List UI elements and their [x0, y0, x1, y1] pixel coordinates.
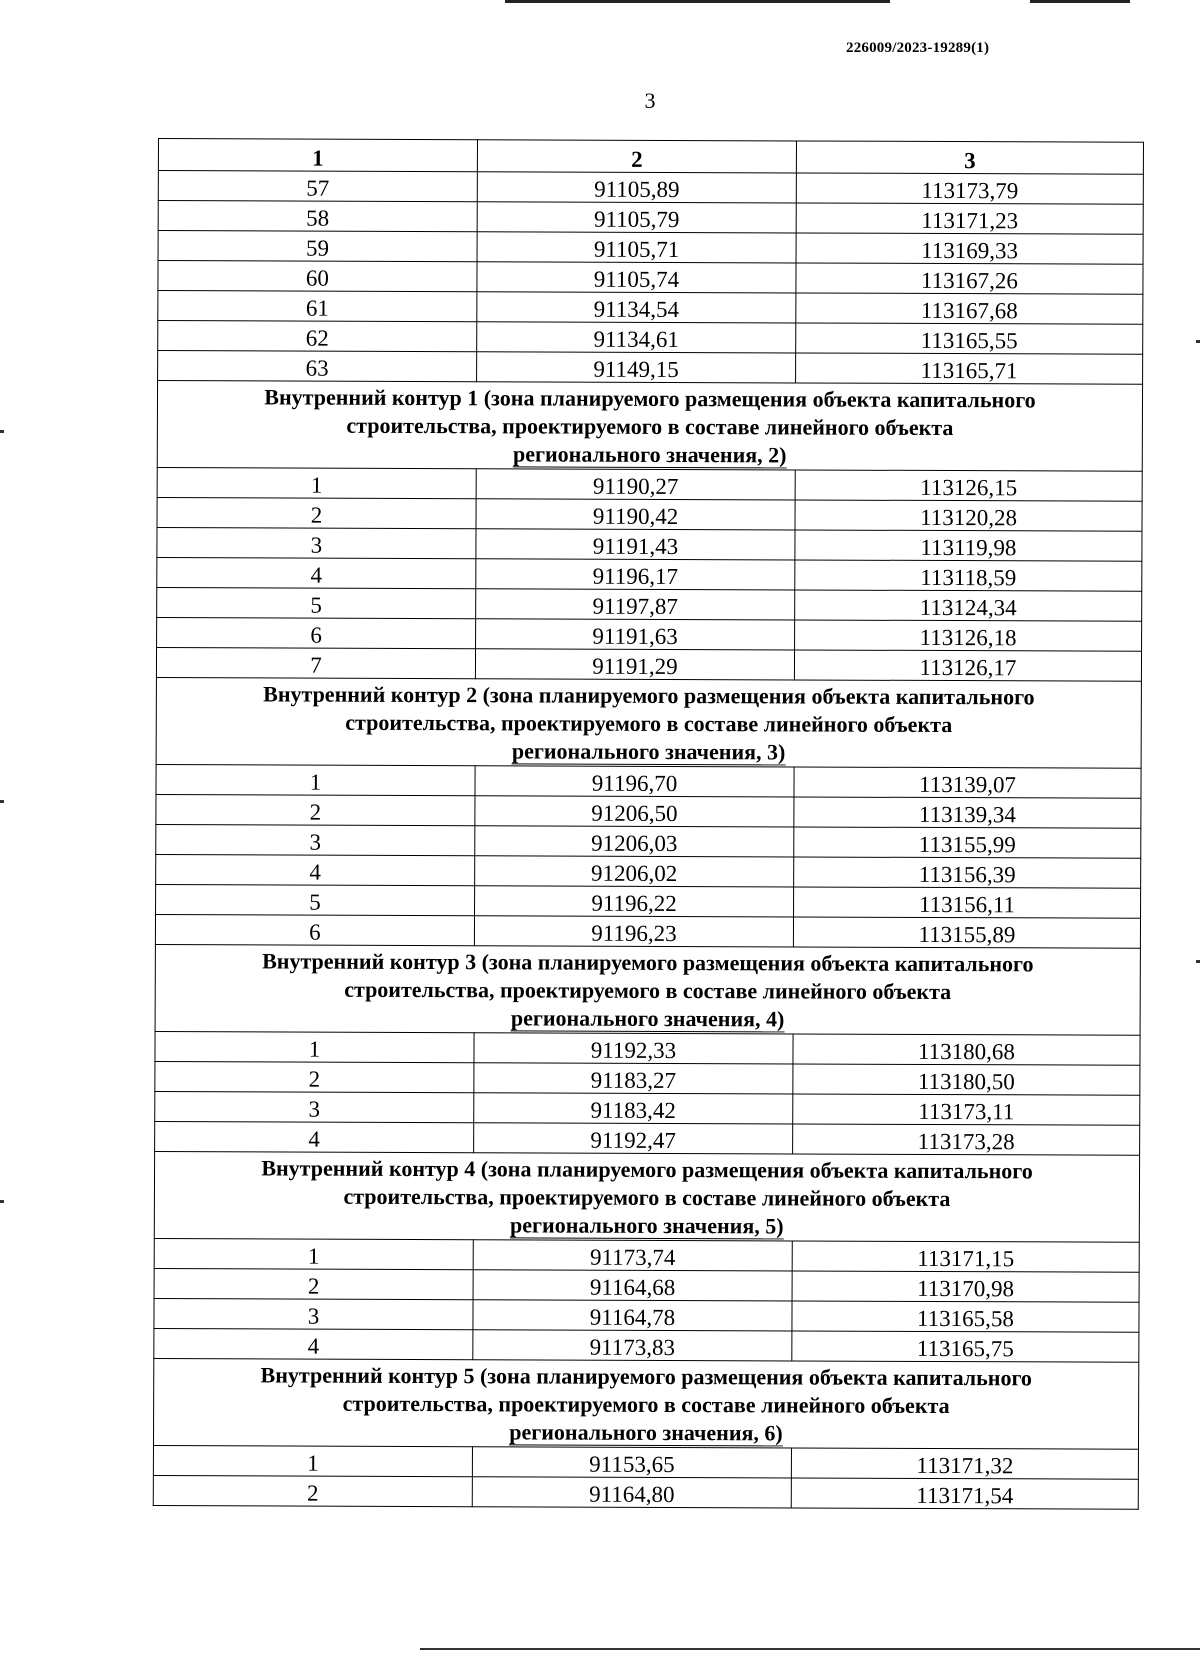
point-number-cell: 2 — [153, 1475, 472, 1506]
y-coordinate-cell: 113156,39 — [794, 857, 1141, 888]
y-coordinate-cell: 113173,79 — [796, 173, 1143, 204]
scan-edge-tick — [1196, 960, 1200, 963]
table-header-row — [158, 139, 1143, 175]
coordinates-table-body — [153, 139, 1143, 1510]
point-number-cell: 5 — [156, 884, 475, 915]
table-row — [153, 1445, 1138, 1479]
table-row — [158, 321, 1143, 355]
section-title-line-2: строительства, проектируемого в составе линейного объекта — [342, 1390, 950, 1419]
table-row — [158, 261, 1143, 295]
y-coordinate-cell: 113119,98 — [795, 530, 1142, 561]
section-header-row — [154, 1151, 1139, 1242]
x-coordinate-cell: 91197,87 — [476, 589, 795, 620]
point-number-cell: 4 — [155, 1121, 474, 1152]
table-row — [157, 617, 1142, 651]
x-coordinate-cell: 91105,74 — [477, 262, 796, 293]
table-row — [158, 291, 1143, 325]
x-coordinate-cell: 91190,42 — [476, 499, 795, 530]
table-row — [156, 854, 1141, 888]
section-title-line-1: Внутренний контур 1 (зона планируемого размещения объекта капитального — [264, 384, 1036, 413]
x-coordinate-cell: 91134,54 — [477, 292, 796, 323]
column-header-y: 3 — [796, 141, 1143, 174]
x-coordinate-cell: 91105,89 — [477, 172, 796, 203]
section-header-row — [157, 381, 1142, 472]
x-coordinate-cell: 91105,71 — [477, 232, 796, 263]
point-number-cell: 59 — [158, 231, 477, 262]
section-title-line-2: строительства, проектируемого в составе линейного объекта — [345, 709, 953, 738]
x-coordinate-cell: 91191,29 — [475, 649, 794, 680]
x-coordinate-cell: 91164,80 — [472, 1477, 791, 1508]
section-title-line-1: Внутренний контур 2 (зона планируемого размещения объекта капитального — [263, 681, 1035, 710]
y-coordinate-cell: 113156,11 — [794, 887, 1141, 918]
scan-edge-tick — [1196, 340, 1200, 343]
x-coordinate-cell: 91206,02 — [475, 856, 794, 887]
table-row — [155, 1121, 1140, 1155]
x-coordinate-cell: 91183,27 — [474, 1063, 793, 1094]
point-number-cell: 3 — [154, 1298, 473, 1329]
x-coordinate-cell: 91134,61 — [477, 322, 796, 353]
y-coordinate-cell: 113155,99 — [794, 827, 1141, 858]
point-number-cell: 3 — [156, 824, 475, 855]
y-coordinate-cell: 113126,15 — [795, 470, 1142, 501]
table-row — [156, 647, 1141, 681]
x-coordinate-cell: 91192,47 — [474, 1123, 793, 1154]
section-title-line-1: Внутренний контур 3 (зона планируемого размещения объекта капитального — [262, 948, 1034, 977]
section-title-line-3: регионального значения, 6) — [509, 1419, 783, 1446]
x-coordinate-cell: 91153,65 — [472, 1447, 791, 1478]
point-number-cell: 4 — [156, 854, 475, 885]
point-number-cell: 1 — [155, 1031, 474, 1062]
point-number-cell: 1 — [153, 1445, 472, 1476]
section-title — [155, 944, 1140, 1035]
x-coordinate-cell: 91196,17 — [476, 559, 795, 590]
point-number-cell: 1 — [156, 764, 475, 795]
scan-edge-tick — [0, 430, 4, 433]
table-row — [157, 587, 1142, 621]
x-coordinate-cell: 91190,27 — [476, 469, 795, 500]
section-header-row — [156, 677, 1141, 768]
y-coordinate-cell: 113126,18 — [795, 620, 1142, 651]
table-row — [156, 884, 1141, 918]
x-coordinate-cell: 91191,63 — [476, 619, 795, 650]
point-number-cell: 2 — [155, 1061, 474, 1092]
point-number-cell: 1 — [154, 1238, 473, 1269]
y-coordinate-cell: 113167,26 — [796, 263, 1143, 294]
table-row — [158, 201, 1143, 235]
y-coordinate-cell: 113171,15 — [792, 1241, 1139, 1272]
point-number-cell: 61 — [158, 291, 477, 322]
y-coordinate-cell: 113124,34 — [795, 590, 1142, 621]
section-title — [156, 677, 1141, 768]
scan-edge-line-bottom — [420, 1648, 1200, 1650]
point-number-cell: 63 — [158, 351, 477, 382]
x-coordinate-cell: 91206,50 — [475, 796, 794, 827]
section-title-line-2: строительства, проектируемого в составе линейного объекта — [344, 976, 952, 1005]
y-coordinate-cell: 113173,11 — [793, 1094, 1140, 1125]
table-row — [157, 467, 1142, 501]
y-coordinate-cell: 113139,07 — [794, 767, 1141, 798]
table-row — [154, 1298, 1139, 1332]
x-coordinate-cell: 91149,15 — [477, 352, 796, 383]
x-coordinate-cell: 91183,42 — [474, 1093, 793, 1124]
table-row — [154, 1238, 1139, 1272]
table-row — [156, 764, 1141, 798]
point-number-cell: 2 — [157, 497, 476, 528]
x-coordinate-cell: 91191,43 — [476, 529, 795, 560]
x-coordinate-cell: 91173,83 — [473, 1330, 792, 1361]
table-row — [154, 1268, 1139, 1302]
section-header-row — [155, 944, 1140, 1035]
coordinates-table — [153, 138, 1144, 1510]
section-title-line-3: регионального значения, 5) — [510, 1212, 784, 1239]
x-coordinate-cell: 91196,70 — [475, 766, 794, 797]
section-title — [154, 1151, 1139, 1242]
table-row — [156, 824, 1141, 858]
y-coordinate-cell: 113118,59 — [795, 560, 1142, 591]
point-number-cell: 3 — [155, 1091, 474, 1122]
table-row — [155, 1031, 1140, 1065]
y-coordinate-cell: 113169,33 — [796, 233, 1143, 264]
x-coordinate-cell: 91192,33 — [474, 1033, 793, 1064]
table-row — [154, 1328, 1139, 1362]
column-header-point: 1 — [158, 139, 477, 172]
table-row — [155, 1091, 1140, 1125]
table-row — [155, 1061, 1140, 1095]
x-coordinate-cell: 91196,22 — [475, 886, 794, 917]
table-row — [158, 231, 1143, 265]
y-coordinate-cell: 113165,55 — [796, 323, 1143, 354]
point-number-cell: 7 — [156, 647, 475, 678]
point-number-cell: 62 — [158, 321, 477, 352]
x-coordinate-cell: 91173,74 — [473, 1240, 792, 1271]
point-number-cell: 2 — [156, 794, 475, 825]
y-coordinate-cell: 113180,68 — [793, 1034, 1140, 1065]
point-number-cell: 2 — [154, 1268, 473, 1299]
y-coordinate-cell: 113171,54 — [791, 1478, 1138, 1509]
y-coordinate-cell: 113173,28 — [793, 1124, 1140, 1155]
x-coordinate-cell: 91164,68 — [473, 1270, 792, 1301]
x-coordinate-cell: 91196,23 — [474, 916, 793, 947]
x-coordinate-cell: 91206,03 — [475, 826, 794, 857]
point-number-cell: 4 — [154, 1328, 473, 1359]
point-number-cell: 4 — [157, 557, 476, 588]
point-number-cell: 58 — [158, 201, 477, 232]
point-number-cell: 60 — [158, 261, 477, 292]
scan-edge-tick — [0, 800, 4, 803]
column-header-x: 2 — [477, 140, 796, 173]
point-number-cell: 1 — [157, 467, 476, 498]
page-number: 3 — [644, 88, 656, 113]
x-coordinate-cell: 91105,79 — [477, 202, 796, 233]
section-title-line-2: строительства, проектируемого в составе линейного объекта — [346, 412, 954, 441]
y-coordinate-cell: 113165,71 — [796, 353, 1143, 384]
point-number-cell: 5 — [157, 587, 476, 618]
y-coordinate-cell: 113126,17 — [794, 650, 1141, 681]
section-header-row — [153, 1358, 1138, 1449]
y-coordinate-cell: 113171,23 — [796, 203, 1143, 234]
section-title-line-1: Внутренний контур 4 (зона планируемого размещения объекта капитального — [261, 1155, 1033, 1184]
scan-edge-line-top — [1030, 0, 1130, 3]
section-title-line-3: регионального значения, 4) — [510, 1005, 785, 1032]
section-title-line-1: Внутренний контур 5 (зона планируемого размещения объекта капитального — [260, 1362, 1032, 1391]
scan-edge-tick — [0, 1200, 4, 1203]
point-number-cell: 6 — [155, 914, 474, 945]
document-number: 226009/2023-19289(1) — [846, 40, 990, 56]
table-row — [157, 557, 1142, 591]
y-coordinate-cell: 113167,68 — [796, 293, 1143, 324]
section-title — [157, 381, 1142, 472]
table-row — [157, 527, 1142, 561]
table-row — [158, 171, 1143, 205]
y-coordinate-cell: 113180,50 — [793, 1064, 1140, 1095]
table-row — [158, 351, 1143, 385]
table-row — [155, 914, 1140, 948]
y-coordinate-cell: 113170,98 — [792, 1271, 1139, 1302]
y-coordinate-cell: 113165,58 — [792, 1301, 1139, 1332]
point-number-cell: 57 — [158, 171, 477, 202]
y-coordinate-cell: 113139,34 — [794, 797, 1141, 828]
table-row — [153, 1475, 1138, 1509]
point-number-cell: 3 — [157, 527, 476, 558]
y-coordinate-cell: 113155,89 — [793, 917, 1140, 948]
y-coordinate-cell: 113171,32 — [791, 1448, 1138, 1479]
x-coordinate-cell: 91164,78 — [473, 1300, 792, 1331]
section-title-line-3: регионального значения, 3) — [511, 738, 786, 765]
section-title — [153, 1358, 1138, 1449]
y-coordinate-cell: 113165,75 — [792, 1331, 1139, 1362]
section-title-line-2: строительства, проектируемого в составе линейного объекта — [343, 1183, 951, 1212]
point-number-cell: 6 — [157, 617, 476, 648]
table-row — [156, 794, 1141, 828]
table-row — [157, 497, 1142, 531]
y-coordinate-cell: 113120,28 — [795, 500, 1142, 531]
scan-edge-line-top — [505, 0, 890, 3]
section-title-line-3: регионального значения, 2) — [512, 441, 787, 468]
